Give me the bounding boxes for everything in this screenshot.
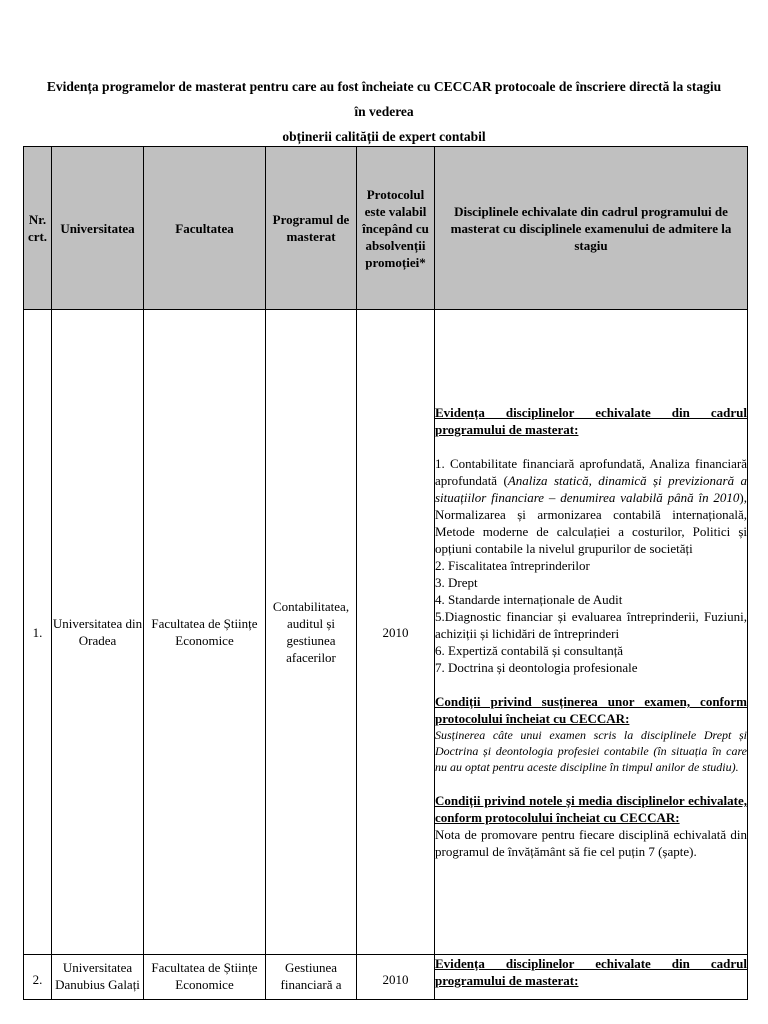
grade-conditions-text: Nota de promovare pentru fiecare disciplină echivalată din programul de învățământ să fie cel puțin 7 (șapte). — [435, 827, 747, 859]
header-universitatea: Universitatea — [52, 147, 144, 310]
cell-universitatea: Universitatea Danubius Galați — [52, 955, 144, 1000]
discipline-item-1 — [435, 455, 747, 557]
table-row — [24, 310, 748, 955]
discipline-item-7: 7. Doctrina și deontologia profesionale — [435, 660, 638, 675]
section-heading-grade-conditions: Condiții privind notele și media disciplinelor echivalate, conform protocolului încheiat cu CECCAR: — [435, 793, 747, 825]
cell-disciplinele — [435, 955, 748, 1000]
exam-conditions-text: Susținerea câte unui examen scris la disciplinele Drept și Doctrina și deontologia profesiei contabile (în situația în care nu au optat pentru aceste discipline în timpul anilor de studiu). — [435, 728, 747, 774]
table-header-row — [24, 147, 748, 310]
cell-universitatea: Universitatea din Oradea — [52, 310, 144, 955]
cell-protocolul: 2010 — [357, 310, 435, 955]
section-heading-disciplines: Evidența disciplinelor echivalate din cadrul programului de masterat: — [435, 405, 747, 437]
cell-nr: 2. — [24, 955, 52, 1000]
section-heading-disciplines: Evidența disciplinelor echivalate din cadrul programului de masterat: — [435, 956, 747, 988]
cell-facultatea: Facultatea de Științe Economice — [144, 310, 266, 955]
header-disciplinele: Disciplinele echivalate din cadrul programului de masterat cu disciplinele examenului de admitere la stagiu — [435, 147, 748, 310]
title-line-2: obținerii calității de expert contabil — [282, 129, 486, 144]
cell-protocolul: 2010 — [357, 955, 435, 1000]
discipline-item-3: 3. Drept — [435, 575, 478, 590]
item1-text-a: 1. Contabilitate financiară aprofundată, Analiza financiară aprofundată ( — [435, 456, 747, 488]
header-facultatea: Facultatea — [144, 147, 266, 310]
cell-disciplinele — [435, 310, 748, 955]
item1-text-b: ), Normalizarea și armonizarea contabilă internațională, Metode moderne de calculației a costurilor, Politici și opțiuni contabile la nivelul grupurilor de societăți — [435, 490, 747, 556]
cell-programul: Contabilitatea, auditul și gestiunea afacerilor — [266, 310, 357, 955]
cell-nr: 1. — [24, 310, 52, 955]
header-nr-crt: Nr. crt. — [24, 147, 52, 310]
section-heading-exam-conditions: Condiții privind susținerea unor examen, conform protocolului încheiat cu CECCAR: — [435, 694, 747, 726]
document-title — [40, 74, 728, 149]
title-line-1: Evidența programelor de masterat pentru care au fost încheiate cu CECCAR protocoale de înscriere directă la stagiu în vederea — [46, 79, 722, 119]
discipline-item-2: 2. Fiscalitatea întreprinderilor — [435, 558, 590, 573]
header-protocolul: Protocolul este valabil începând cu absolvenții promoției* — [357, 147, 435, 310]
table-row — [24, 955, 748, 1000]
item1-italic-note: Analiza statică, dinamică și previzionară a situațiilor financiare – denumirea valabilă până în 2010 — [435, 473, 747, 505]
masterat-table — [23, 146, 748, 1000]
cell-facultatea: Facultatea de Științe Economice — [144, 955, 266, 1000]
cell-programul: Gestiunea financiară a — [266, 955, 357, 1000]
discipline-item-5: 5.Diagnostic financiar și evaluarea întreprinderii, Fuziuni, achiziții și lichidări de întreprinderi — [435, 609, 747, 641]
discipline-item-4: 4. Standarde internaționale de Audit — [435, 592, 623, 607]
header-programul: Programul de masterat — [266, 147, 357, 310]
discipline-item-6: 6. Expertiză contabilă și consultanță — [435, 643, 624, 658]
